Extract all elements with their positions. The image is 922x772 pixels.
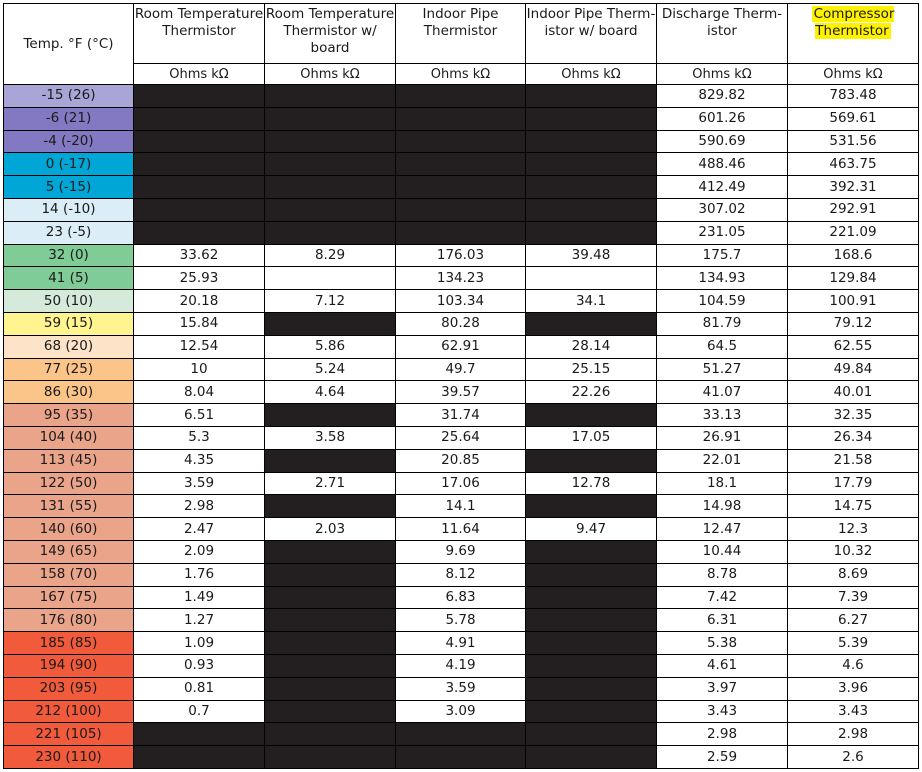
resistance-cell: 307.02 [657,198,788,221]
resistance-cell: 79.12 [788,312,919,335]
resistance-cell: 14.98 [657,495,788,518]
indoor-pipe-thermistor-board-header: Indoor Pipe Therm-istor w/ board [526,4,657,64]
table-row [4,632,919,655]
temperature-cell: 86 (30) [4,381,134,404]
resistance-cell: 104.59 [657,290,788,313]
temperature-column-header: Temp. °F (°C) [4,4,134,85]
resistance-cell: 2.71 [265,472,396,495]
not-applicable-cell [265,449,396,472]
temperature-cell: 158 (70) [4,563,134,586]
not-applicable-cell [134,723,265,746]
table-row [4,153,919,176]
resistance-cell: 5.24 [265,358,396,381]
temperature-cell: 0 (-17) [4,153,134,176]
table-row [4,85,919,108]
resistance-cell: 103.34 [396,290,526,313]
table-row [4,700,919,723]
resistance-cell: 62.91 [396,335,526,358]
table-row [4,586,919,609]
resistance-cell: 17.79 [788,472,919,495]
not-applicable-cell [265,312,396,335]
not-applicable-cell [134,153,265,176]
resistance-cell: 6.31 [657,609,788,632]
compressor-thermistor-header [788,4,919,64]
unit-label: Ohms kΩ [526,64,657,85]
units-row [4,64,919,85]
resistance-cell: 3.96 [788,677,919,700]
resistance-cell: 51.27 [657,358,788,381]
resistance-cell: 2.6 [788,746,919,769]
resistance-cell: 18.1 [657,472,788,495]
table-row [4,198,919,221]
not-applicable-cell [526,746,657,769]
resistance-cell: 5.39 [788,632,919,655]
resistance-cell: 4.6 [788,654,919,677]
not-applicable-cell [396,107,526,130]
resistance-cell: 3.43 [788,700,919,723]
temperature-cell: 50 (10) [4,290,134,313]
unit-label: Ohms kΩ [134,64,265,85]
table-row [4,335,919,358]
table-row [4,723,919,746]
not-applicable-cell [265,85,396,108]
resistance-cell: 10.44 [657,540,788,563]
not-applicable-cell [526,85,657,108]
not-applicable-cell [265,130,396,153]
not-applicable-cell [265,654,396,677]
unit-label: Ohms kΩ [788,64,919,85]
resistance-cell: 1.76 [134,563,265,586]
resistance-cell: 28.14 [526,335,657,358]
table-row [4,563,919,586]
resistance-cell: 2.59 [657,746,788,769]
resistance-cell: 176.03 [396,244,526,267]
resistance-cell: 3.43 [657,700,788,723]
temperature-cell: 23 (-5) [4,221,134,244]
temperature-cell: 140 (60) [4,518,134,541]
resistance-cell: 22.01 [657,449,788,472]
resistance-cell: 0.81 [134,677,265,700]
resistance-cell: 590.69 [657,130,788,153]
resistance-cell: 8.04 [134,381,265,404]
resistance-cell: 41.07 [657,381,788,404]
not-applicable-cell [526,586,657,609]
temperature-cell: 122 (50) [4,472,134,495]
temperature-cell: 113 (45) [4,449,134,472]
temperature-cell: 5 (-15) [4,176,134,199]
table-body [4,85,919,769]
resistance-cell: 39.48 [526,244,657,267]
resistance-cell: 0.93 [134,654,265,677]
not-applicable-cell [526,540,657,563]
resistance-cell: 25.93 [134,267,265,290]
resistance-cell: 4.35 [134,449,265,472]
not-applicable-cell [526,632,657,655]
resistance-cell: 14.1 [396,495,526,518]
resistance-cell: 7.42 [657,586,788,609]
resistance-cell: 33.62 [134,244,265,267]
resistance-cell: 40.01 [788,381,919,404]
resistance-cell: 64.5 [657,335,788,358]
table-row [4,404,919,427]
resistance-cell: 3.97 [657,677,788,700]
resistance-cell: 175.7 [657,244,788,267]
unit-label: Ohms kΩ [657,64,788,85]
not-applicable-cell [526,404,657,427]
temperature-cell: 68 (20) [4,335,134,358]
temperature-cell: 212 (100) [4,700,134,723]
resistance-cell: 292.91 [788,198,919,221]
resistance-cell: 20.85 [396,449,526,472]
table-row [4,312,919,335]
not-applicable-cell [134,176,265,199]
table-row [4,654,919,677]
resistance-cell: 4.61 [657,654,788,677]
resistance-cell: 5.86 [265,335,396,358]
not-applicable-cell [396,130,526,153]
resistance-cell: 2.98 [657,723,788,746]
header-row [4,4,919,64]
resistance-cell: 14.75 [788,495,919,518]
resistance-cell: 62.55 [788,335,919,358]
not-applicable-cell [526,198,657,221]
not-applicable-cell [526,221,657,244]
temperature-cell: -15 (26) [4,85,134,108]
not-applicable-cell [265,563,396,586]
resistance-cell: 10 [134,358,265,381]
resistance-cell: 34.1 [526,290,657,313]
table-row [4,449,919,472]
temperature-cell: 203 (95) [4,677,134,700]
not-applicable-cell [396,176,526,199]
not-applicable-cell [265,404,396,427]
resistance-cell: 12.54 [134,335,265,358]
resistance-cell: 531.56 [788,130,919,153]
table-row [4,244,919,267]
table-row [4,176,919,199]
unit-label: Ohms kΩ [265,64,396,85]
temperature-cell: 221 (105) [4,723,134,746]
not-applicable-cell [526,563,657,586]
resistance-cell: 3.59 [134,472,265,495]
resistance-cell: 0.7 [134,700,265,723]
not-applicable-cell [265,221,396,244]
table-row [4,518,919,541]
temperature-cell: 149 (65) [4,540,134,563]
resistance-cell: 12.47 [657,518,788,541]
not-applicable-cell [265,153,396,176]
thermistor-resistance-table [3,3,919,769]
table-row [4,358,919,381]
resistance-cell: 12.3 [788,518,919,541]
table-row [4,290,919,313]
resistance-cell: 783.48 [788,85,919,108]
resistance-cell: 412.49 [657,176,788,199]
not-applicable-cell [396,746,526,769]
resistance-cell: 3.09 [396,700,526,723]
not-applicable-cell [265,176,396,199]
not-applicable-cell [265,198,396,221]
resistance-cell: 12.78 [526,472,657,495]
not-applicable-cell [526,449,657,472]
resistance-cell: 2.03 [265,518,396,541]
resistance-cell: 129.84 [788,267,919,290]
not-applicable-cell [265,632,396,655]
resistance-cell: 6.27 [788,609,919,632]
table-row [4,472,919,495]
temperature-cell: 104 (40) [4,426,134,449]
unit-label: Ohms kΩ [396,64,526,85]
resistance-cell: 1.49 [134,586,265,609]
table-row [4,495,919,518]
temperature-cell: -6 (21) [4,107,134,130]
temperature-cell: -4 (-20) [4,130,134,153]
resistance-cell: 221.09 [788,221,919,244]
resistance-cell: 33.13 [657,404,788,427]
temperature-cell: 59 (15) [4,312,134,335]
resistance-cell: 392.31 [788,176,919,199]
resistance-cell: 8.69 [788,563,919,586]
not-applicable-cell [526,495,657,518]
not-applicable-cell [134,85,265,108]
table-row [4,130,919,153]
not-applicable-cell [526,176,657,199]
resistance-cell: 100.91 [788,290,919,313]
resistance-cell: 15.84 [134,312,265,335]
resistance-cell: 5.38 [657,632,788,655]
not-applicable-cell [134,746,265,769]
not-applicable-cell [265,495,396,518]
not-applicable-cell [526,130,657,153]
resistance-cell: 26.91 [657,426,788,449]
not-applicable-cell [396,198,526,221]
resistance-cell: 9.69 [396,540,526,563]
resistance-cell: 231.05 [657,221,788,244]
temperature-cell: 32 (0) [4,244,134,267]
resistance-cell: 8.78 [657,563,788,586]
not-applicable-cell [526,107,657,130]
not-applicable-cell [396,723,526,746]
not-applicable-cell [526,153,657,176]
room-temp-thermistor-header: Room Temperature Thermistor [134,4,265,64]
resistance-cell: 2.47 [134,518,265,541]
resistance-cell: 829.82 [657,85,788,108]
resistance-cell: 81.79 [657,312,788,335]
not-applicable-cell [265,586,396,609]
resistance-cell: 10.32 [788,540,919,563]
temperature-cell: 167 (75) [4,586,134,609]
table-row [4,267,919,290]
resistance-cell: 569.61 [788,107,919,130]
resistance-cell: 6.51 [134,404,265,427]
temperature-cell: 176 (80) [4,609,134,632]
temperature-cell: 194 (90) [4,654,134,677]
not-applicable-cell [396,85,526,108]
resistance-cell: 2.98 [788,723,919,746]
not-applicable-cell [526,609,657,632]
compressor-header-highlight: Compressor Thermistor [813,6,895,39]
resistance-cell: 39.57 [396,381,526,404]
temperature-cell: 41 (5) [4,267,134,290]
not-applicable-cell [265,746,396,769]
resistance-cell: 26.34 [788,426,919,449]
temperature-cell: 185 (85) [4,632,134,655]
table-row [4,609,919,632]
table-row [4,107,919,130]
resistance-cell: 134.93 [657,267,788,290]
resistance-cell: 1.09 [134,632,265,655]
resistance-cell: 17.06 [396,472,526,495]
resistance-cell: 1.27 [134,609,265,632]
resistance-cell: 4.64 [265,381,396,404]
resistance-cell: 2.98 [134,495,265,518]
resistance-cell: 17.05 [526,426,657,449]
resistance-cell: 21.58 [788,449,919,472]
not-applicable-cell [265,540,396,563]
not-applicable-cell [134,198,265,221]
not-applicable-cell [265,609,396,632]
not-applicable-cell [134,107,265,130]
temperature-cell: 77 (25) [4,358,134,381]
resistance-cell: 134.23 [396,267,526,290]
resistance-cell: 4.91 [396,632,526,655]
resistance-cell: 4.19 [396,654,526,677]
not-applicable-cell [526,723,657,746]
table-row [4,540,919,563]
not-applicable-cell [396,153,526,176]
resistance-cell: 5.78 [396,609,526,632]
resistance-cell: 2.09 [134,540,265,563]
resistance-cell: 601.26 [657,107,788,130]
not-applicable-cell [265,723,396,746]
resistance-cell: 7.12 [265,290,396,313]
temperature-cell: 14 (-10) [4,198,134,221]
resistance-cell: 9.47 [526,518,657,541]
resistance-cell: 463.75 [788,153,919,176]
not-applicable-cell [396,221,526,244]
resistance-cell: 20.18 [134,290,265,313]
temperature-cell: 131 (55) [4,495,134,518]
resistance-cell: 3.59 [396,677,526,700]
table-row [4,677,919,700]
table-row [4,221,919,244]
resistance-cell: 6.83 [396,586,526,609]
resistance-cell: 49.7 [396,358,526,381]
resistance-cell: 168.6 [788,244,919,267]
temperature-cell: 95 (35) [4,404,134,427]
not-applicable-cell [526,312,657,335]
resistance-cell: 8.12 [396,563,526,586]
resistance-cell: 5.3 [134,426,265,449]
table-row [4,381,919,404]
not-applicable-cell [265,677,396,700]
discharge-thermistor-header: Discharge Therm-istor [657,4,788,64]
not-applicable-cell [134,221,265,244]
resistance-cell: 11.64 [396,518,526,541]
not-applicable-cell [134,130,265,153]
not-applicable-cell [265,700,396,723]
not-applicable-cell [265,107,396,130]
resistance-cell: 22.26 [526,381,657,404]
resistance-cell [265,267,396,290]
table-row [4,426,919,449]
resistance-cell: 8.29 [265,244,396,267]
room-temp-thermistor-board-header: Room Temperature Thermistor w/ board [265,4,396,64]
resistance-cell: 32.35 [788,404,919,427]
not-applicable-cell [526,654,657,677]
resistance-cell: 488.46 [657,153,788,176]
table-row [4,746,919,769]
resistance-cell [526,267,657,290]
indoor-pipe-thermistor-header: Indoor Pipe Thermistor [396,4,526,64]
resistance-cell: 25.15 [526,358,657,381]
not-applicable-cell [526,677,657,700]
temperature-cell: 230 (110) [4,746,134,769]
resistance-cell: 25.64 [396,426,526,449]
resistance-cell: 3.58 [265,426,396,449]
resistance-cell: 49.84 [788,358,919,381]
resistance-cell: 31.74 [396,404,526,427]
resistance-cell: 7.39 [788,586,919,609]
not-applicable-cell [526,700,657,723]
resistance-cell: 80.28 [396,312,526,335]
